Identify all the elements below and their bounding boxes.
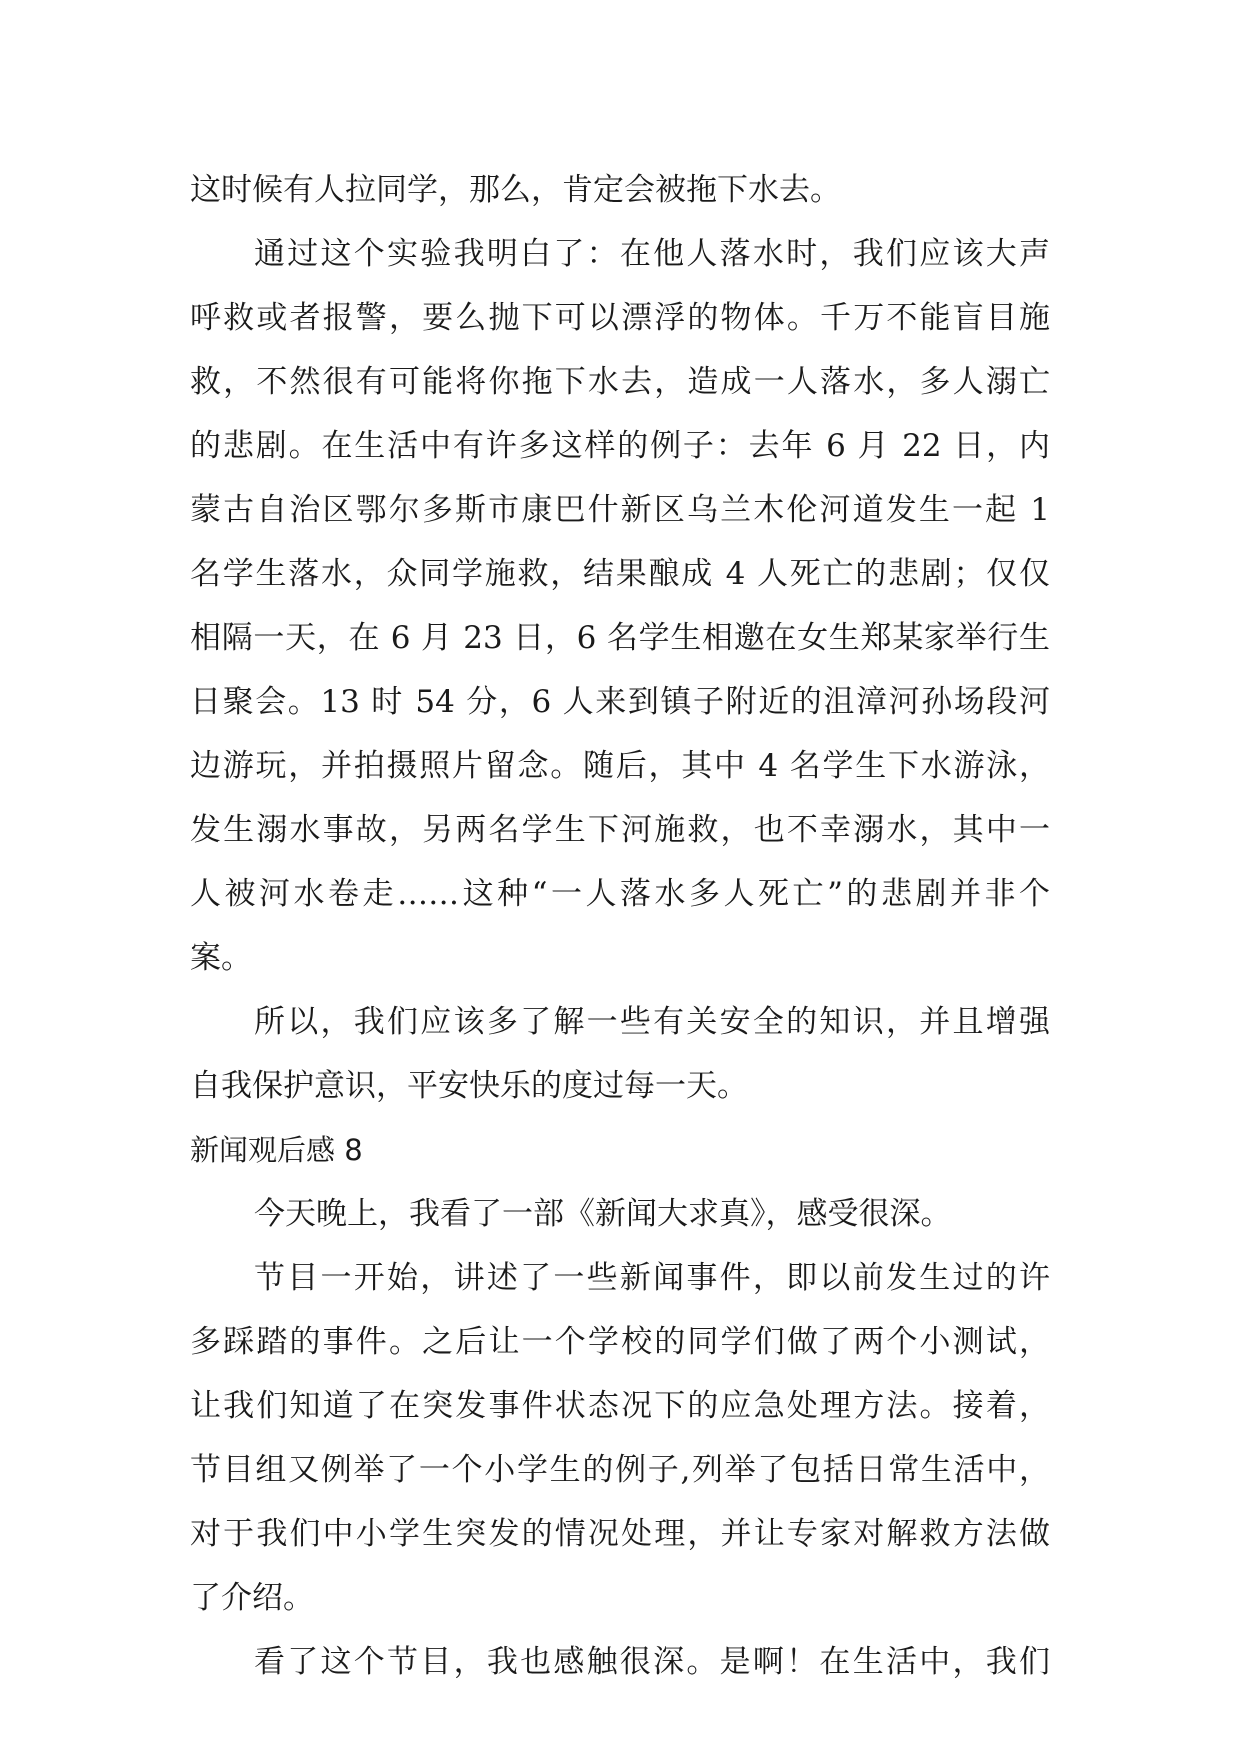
text-line: 相隔一天，在 6 月 23 日，6 名学生相邀在女生郑某家举行生 xyxy=(190,620,1050,656)
text-line: 人被河水卷走……这种“一人落水多人死亡”的悲剧并非个 xyxy=(190,876,1050,912)
text-line: 节目组又例举了一个小学生的例子,列举了包括日常生活中， xyxy=(190,1452,1050,1488)
text-line: 案。 xyxy=(190,940,252,976)
paragraph-first-line: 看了这个节目，我也感触很深。是啊！在生活中，我们 xyxy=(254,1644,1050,1680)
text-line: 呼救或者报警，要么抛下可以漂浮的物体。千万不能盲目施 xyxy=(190,300,1050,336)
paragraph-first-line: 节目一开始，讲述了一些新闻事件，即以前发生过的许 xyxy=(254,1260,1050,1296)
text-line: 自我保护意识，平安快乐的度过每一天。 xyxy=(190,1068,748,1104)
text-line: 蒙古自治区鄂尔多斯市康巴什新区乌兰木伦河道发生一起 1 xyxy=(190,492,1050,528)
text-line: 多踩踏的事件。之后让一个学校的同学们做了两个小测试， xyxy=(190,1324,1050,1360)
text-line: 日聚会。13 时 54 分，6 人来到镇子附近的沮漳河孙场段河 xyxy=(190,684,1050,720)
paragraph-first-line: 通过这个实验我明白了：在他人落水时，我们应该大声 xyxy=(254,236,1050,272)
paragraph-first-line: 所以，我们应该多了解一些有关安全的知识，并且增强 xyxy=(254,1004,1050,1040)
text-line: 这时候有人拉同学，那么，肯定会被拖下水去。 xyxy=(190,172,841,208)
text-line: 边游玩，并拍摄照片留念。随后，其中 4 名学生下水游泳， xyxy=(190,748,1050,784)
text-line: 发生溺水事故，另两名学生下河施救，也不幸溺水，其中一 xyxy=(190,812,1050,848)
text-line: 让我们知道了在突发事件状态况下的应急处理方法。接着， xyxy=(190,1388,1050,1424)
text-line: 名学生落水，众同学施救，结果酿成 4 人死亡的悲剧；仅仅 xyxy=(190,556,1050,592)
text-line: 的悲剧。在生活中有许多这样的例子：去年 6 月 22 日，内 xyxy=(190,428,1050,464)
text-line: 救，不然很有可能将你拖下水去，造成一人落水，多人溺亡 xyxy=(190,364,1050,400)
text-line: 对于我们中小学生突发的情况处理，并让专家对解救方法做 xyxy=(190,1516,1050,1552)
text-line: 了介绍。 xyxy=(190,1580,314,1616)
section-heading: 新闻观后感 8 xyxy=(190,1133,363,1167)
paragraph-first-line: 今天晚上，我看了一部《新闻大求真》，感受很深。 xyxy=(254,1196,952,1232)
